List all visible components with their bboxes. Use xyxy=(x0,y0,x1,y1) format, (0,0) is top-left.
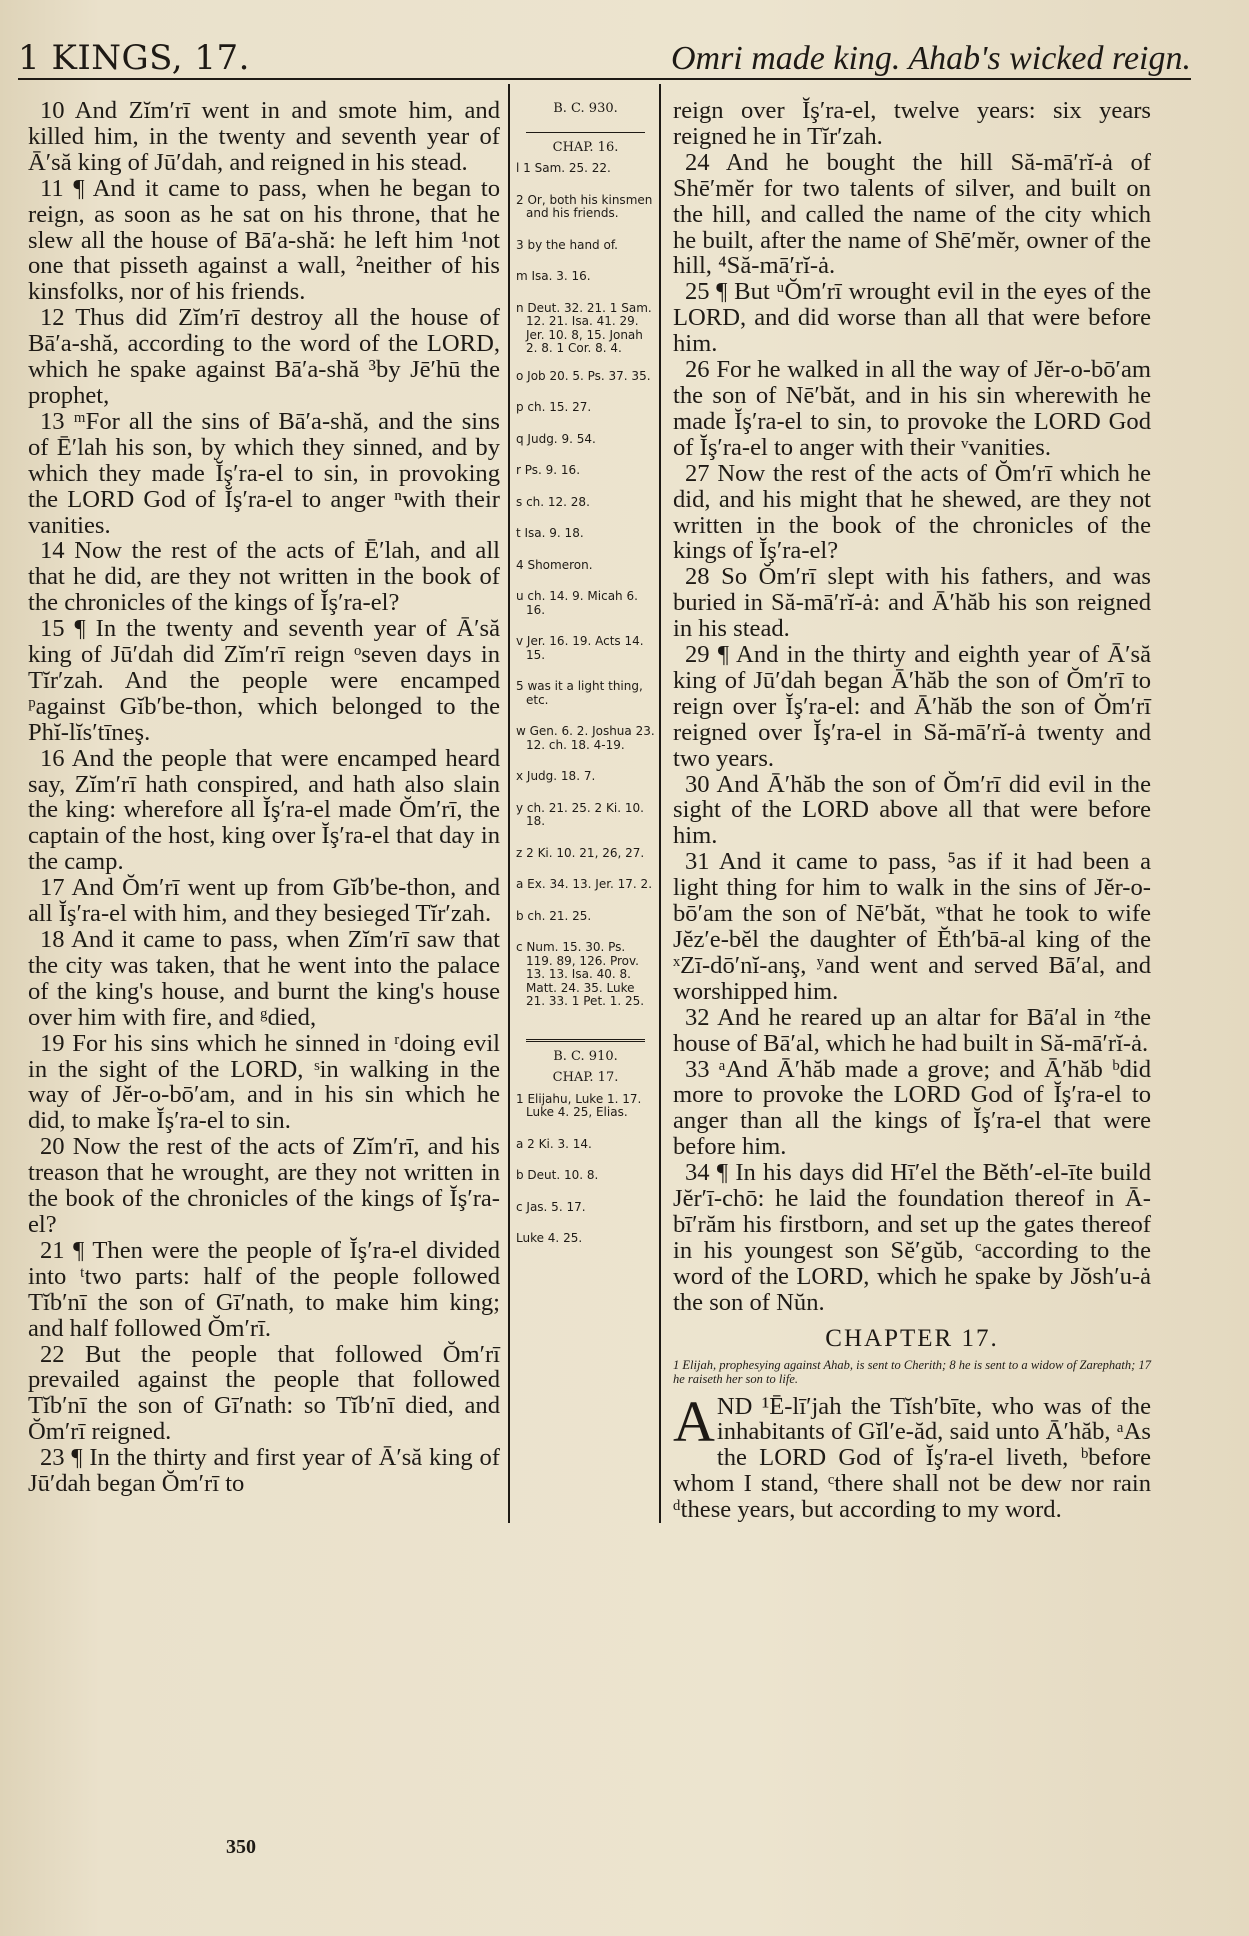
verse-29: 29 ¶ And in the thirty and eighth year of Ā′să king of Jū′dah began Ā′hăb the son of Ŏm′rī to reign over Ĭş′ra-el: and Ā′hăb the son of Ŏm′rī reigned over Ĭş′ra-el in Să-mā′rĭ-ȧ twenty and two years. xyxy=(673,641,1151,772)
cross-ref: b Deut. 10. 8. xyxy=(516,1168,599,1182)
verse-23: 23 ¶ In the thirty and first year of Ā′să king of Jū′dah began Ŏm′rī to xyxy=(28,1444,500,1498)
verse-12: 12 Thus did Zĭm′rī destroy all the house of Bā′a-shă, according to the word of the LORD, which he spake against Bā′a-shă ³by Jē′hū the prophet, xyxy=(28,304,500,409)
cross-ref: 4 Shomeron. xyxy=(516,557,593,572)
cross-reference-column xyxy=(508,84,661,1523)
cross-ref: 5 was it a light thing, etc. xyxy=(516,679,643,707)
cross-ref: r Ps. 9. 16. xyxy=(516,463,581,477)
verse-21: 21 ¶ Then were the people of Ĭş′ra-el divided into ᵗtwo parts: half of the people followed Tĭb′nī the son of Gī′nath, to make him king; and half followed Ŏm′rī. xyxy=(28,1236,500,1342)
chapter-summary: 1 Elijah, prophesying against Ahab, is sent to Cherith; 8 he is sent to a widow of Zarephath; 17 he raiseth her son to life. xyxy=(673,1357,1151,1386)
cross-ref: u ch. 14. 9. Micah 6. 16. xyxy=(516,589,638,617)
cross-ref: Luke 4. 25. xyxy=(516,1231,583,1245)
cross-ref: p ch. 15. 27. xyxy=(516,400,592,414)
cross-ref: o Job 20. 5. Ps. 37. 35. xyxy=(516,368,651,383)
verse-14: 14 Now the rest of the acts of Ē′lah, and all that he did, are they not written in the book of the chronicles of the kings of Ĭş′ra-el? xyxy=(28,537,500,617)
verse-13: 13 ᵐFor all the sins of Bā′a-shă, and the sins of Ē′lah his son, by which they sinned, and by which they made Ĭş′ra-el to sin, in provoking the LORD God of Ĭş′ra-el to anger ⁿwith their vanities. xyxy=(28,407,500,539)
verse-23-continued: reign over Ĭş′ra-el, twelve years: six years reigned he in Tĭr′zah. xyxy=(673,97,1151,150)
verse-1-text: ND ¹Ē-lī′jah the Tĭsh′bīte, who was of the inhabitants of Gĭl′e-ăd, said unto Ā′hăb, ᵃAs the LORD God of Ĭş′ra-el liveth, ᵇbefore whom I stand, ᶜthere shall not be dew nor rain ᵈthese years, but according to my word. xyxy=(673,1392,1151,1524)
verse-27: 27 Now the rest of the acts of Ŏm′rī which he did, and his might that he shewed, are they not written in the book of the chronicles of the kings of Ĭş′ra-el? xyxy=(673,459,1151,565)
verse-25: 25 ¶ But ᵘŎm′rī wrought evil in the eyes of the LORD, and did worse than all that were before him. xyxy=(673,278,1151,358)
verse-15: 15 ¶ In the twenty and seventh year of Ā′să king of Jū′dah did Zĭm′rī reign ᵒseven days in Tĭr′zah. And the people were encamped ᵖagainst Gĭb′be-thon, which belonged to the Phĭ-lĭs′tīneş. xyxy=(28,615,500,746)
verse-31: 31 And it came to pass, ⁵as if it had been a light thing for him to walk in the sins of Jĕr-o-bō′am the son of Nē′băt, ʷthat he took to wife Jĕz′e-bĕl the daughter of Ĕth′bā-al king of the ˣZī-dō′nĭ-anş, ʸand went and served Bā′al, and worshipped him. xyxy=(673,848,1151,1005)
chapter-heading: CHAPTER 17. xyxy=(825,1324,999,1352)
verse-26: 26 For he walked in all the way of Jĕr-o-bō′am the son of Nē′băt, and in his sin wherewith he made Ĭş′ra-el to sin, to provoke the LORD God of Ĭş′ra-el to anger with their ᵛvanities. xyxy=(673,356,1151,461)
cross-ref: l 1 Sam. 25. 22. xyxy=(516,161,611,175)
running-head-book-chapter: 1 KINGS, 17. xyxy=(18,38,250,78)
left-text-column xyxy=(18,84,508,1523)
cross-ref: v Jer. 16. 19. Acts 14. 15. xyxy=(516,634,644,662)
chapter-17-verse-1 xyxy=(673,1388,1151,1524)
date-marker-top: B. C. 930. xyxy=(553,101,618,116)
cross-ref: t Isa. 9. 18. xyxy=(516,526,584,540)
verse-30: 30 And Ā′hăb the son of Ŏm′rī did evil in the sight of the LORD above all that were before him. xyxy=(673,770,1151,850)
verse-19: 19 For his sins which he sinned in ʳdoing evil in the sight of the LORD, ˢin walking in the way of Jĕr-o-bō′am, and in his sin which he did, to make Ĭş′ra-el to sin. xyxy=(28,1029,500,1135)
verse-22: 22 But the people that followed Ŏm′rī prevailed against the people that followed Tĭb′nī the son of Gī′nath: so Tĭb′nī died, and Ŏm′rī reigned. xyxy=(28,1340,500,1446)
verse-18: 18 And it came to pass, when Zĭm′rī saw that the city was taken, that he went into the palace of the king's house, and burnt the king's house over him with fire, and ᵍdied, xyxy=(28,926,500,1031)
verse-32: 32 And he reared up an altar for Bā′al in ᶻthe house of Bā′al, which he had built in Să-mā′rĭ-ȧ. xyxy=(673,1003,1151,1057)
date-marker-bottom: B. C. 910. xyxy=(553,1048,618,1064)
verse-34: 34 ¶ In his days did Hī′el the Bĕth′-el-īte build Jĕr′ī-chō: he laid the foundation thereof in Ā-bī′răm his firstborn, and set up the gates thereof in his youngest son Sĕ′gŭb, ᶜaccording to the word of the LORD, which he spake by Jŏsh′u-ȧ the son of Nŭn. xyxy=(673,1159,1151,1316)
three-column-body xyxy=(18,84,1191,1523)
cross-ref: n Deut. 32. 21. 1 Sam. 12. 21. Isa. 41. 29. Jer. 10. 8, 15. Jonah 2. 8. 1 Cor. 8. 4. xyxy=(516,300,652,355)
verse-33: 33 ᵃAnd Ā′hăb made a grove; and Ā′hăb ᵇdid more to provoke the LORD God of Ĭş′ra-el to anger than all the kings of Ĭş′ra-el that were before him. xyxy=(673,1055,1151,1161)
chapter-marker-bottom: CHAP. 17. xyxy=(552,1070,619,1085)
verse-24: 24 And he bought the hill Să-mā′rĭ-ȧ of Shē′mĕr for two talents of silver, and built on the hill, and called the name of the city which he built, after the name of Shē′mĕr, owner of the hill, ⁴Să-mā′rĭ-ȧ. xyxy=(673,148,1151,280)
cross-ref: c Jas. 5. 17. xyxy=(516,1199,586,1214)
cross-ref: x Judg. 18. 7. xyxy=(516,769,596,783)
verse-17: 17 And Ŏm′rī went up from Gĭb′be-thon, and all Ĭş′ra-el with him, and they besieged Tĭr′zah. xyxy=(28,874,500,928)
verse-10: 10 And Zĭm′rī went in and smote him, and killed him, in the twenty and seventh year of Ā′să king of Jū′dah, and reigned in his stead. xyxy=(28,97,500,176)
divider xyxy=(526,1039,645,1042)
cross-ref: z 2 Ki. 10. 21, 26, 27. xyxy=(516,845,645,860)
cross-ref: c Num. 15. 30. Ps. 119. 89, 126. Prov. 13. 13. Isa. 40. 8. Matt. 24. 35. Luke 21. 33. 1 Pet. 1. 25. xyxy=(516,940,645,1008)
cross-ref: m Isa. 3. 16. xyxy=(516,269,591,283)
verse-16: 16 And the people that were encamped heard say, Zĭm′rī hath conspired, and hath also slain the king: wherefore all Ĭş′ra-el made Ŏm′rī, the captain of the host, king over Ĭş′ra-el that day in the camp. xyxy=(28,744,500,876)
verse-28: 28 So Ŏm′rī slept with his fathers, and was buried in Să-mā′rĭ-ȧ: and Ā′hăb his son reigned in his stead. xyxy=(673,563,1151,643)
right-text-column xyxy=(661,84,1151,1523)
cross-ref: 2 Or, both his kinsmen and his friends. xyxy=(516,192,653,220)
page-header xyxy=(18,24,1191,80)
cross-ref: s ch. 12. 28. xyxy=(516,494,590,509)
cross-ref: a Ex. 34. 13. Jer. 17. 2. xyxy=(516,877,653,891)
cross-ref: b ch. 21. 25. xyxy=(516,908,592,923)
cross-ref: 3 by the hand of. xyxy=(516,237,618,252)
cross-ref: w Gen. 6. 2. Joshua 23. 12. ch. 18. 4-19. xyxy=(516,724,655,752)
divider xyxy=(526,132,645,133)
cross-ref: y ch. 21. 25. 2 Ki. 10. 18. xyxy=(516,800,644,828)
chapter-marker-top: CHAP. 16. xyxy=(552,139,619,155)
drop-cap: A xyxy=(673,1388,715,1454)
verse-20: 20 Now the rest of the acts of Zĭm′rī, and his treason that he wrought, are they not written in the book of the chronicles of the kings of Ĭş′ra-el? xyxy=(28,1133,500,1238)
page-number: 350 xyxy=(226,1836,256,1858)
cross-ref: 1 Elijahu, Luke 1. 17. Luke 4. 25, Elias. xyxy=(516,1091,642,1119)
cross-ref: a 2 Ki. 3. 14. xyxy=(516,1136,592,1151)
cross-ref: q Judg. 9. 54. xyxy=(516,431,596,446)
running-head-topic: Omri made king. Ahab's wicked reign. xyxy=(670,40,1191,77)
verse-11: 11 ¶ And it came to pass, when he began to reign, as soon as he sat on his throne, that he slew all the house of Bā′a-shă: he left him ¹not one that pisseth against a wall, ²neither of his kinsfolks, nor of his friends. xyxy=(28,174,500,306)
